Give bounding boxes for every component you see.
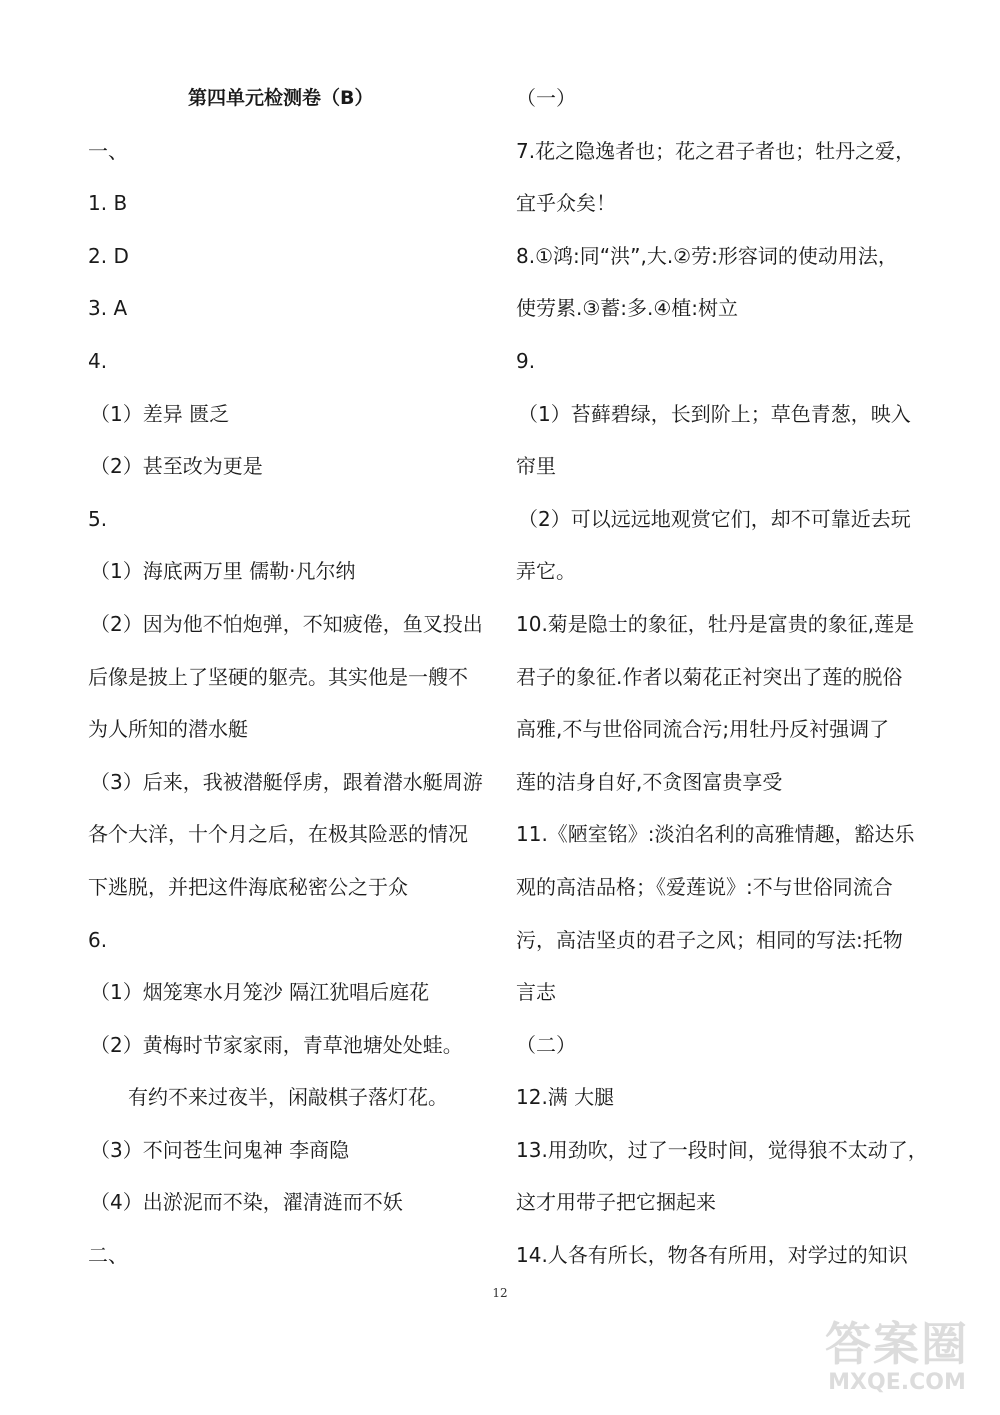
- question-number: 6.: [88, 927, 108, 952]
- answer-line: 宜乎众矣！: [516, 191, 616, 216]
- answer-line: （1）烟笼寒水月笼沙 隔江犹唱后庭花: [90, 980, 430, 1005]
- answer-line: 各个大洋，十个月之后，在极其险恶的情况: [88, 822, 468, 847]
- answer-line: 8.①鸿:同“洪”,大.②劳:形容词的使动用法，: [516, 243, 898, 268]
- answer-line: 有约不来过夜半，闲敲棋子落灯花。: [128, 1085, 448, 1110]
- test-title: 第四单元检测卷（B）: [188, 87, 374, 109]
- answer-line: （3）后来，我被潜艇俘虏，跟着潜水艇周游: [90, 769, 483, 794]
- answer-line: 14.人各有所长，物各有所用，对学过的知识: [516, 1243, 908, 1268]
- answer-line: 后像是披上了坚硬的躯壳。其实他是一艘不: [88, 664, 468, 689]
- answer-line: 莲的洁身自好,不贪图富贵享受: [516, 769, 783, 794]
- answer-line: 弄它。: [516, 559, 576, 584]
- answer-line: 君子的象征.作者以菊花正衬突出了莲的脱俗: [516, 664, 903, 689]
- answer-line: 言志: [516, 980, 556, 1005]
- answer-line: 7.花之隐逸者也；花之君子者也；牡丹之爱，: [516, 138, 916, 163]
- answer-line: 1. B: [88, 191, 128, 216]
- answer-line: （1）苔藓碧绿，长到阶上；草色青葱，映入: [518, 401, 911, 426]
- right-column: [516, 72, 928, 1282]
- answer-line: 12.满 大腿: [516, 1085, 615, 1110]
- question-number: 9.: [516, 348, 536, 373]
- answer-line: 使劳累.③蓄:多.④植:树立: [516, 296, 739, 321]
- answer-line: （2）可以远远地观赏它们，却不可靠近去玩: [518, 506, 911, 531]
- answer-line: 10.菊是隐士的象征，牡丹是富贵的象征,莲是: [516, 611, 915, 636]
- answer-line: （4）出淤泥而不染，濯清涟而不妖: [90, 1190, 403, 1215]
- section-heading: 一、: [88, 138, 128, 163]
- watermark-logo: [812, 1319, 982, 1409]
- question-number: 4.: [88, 348, 108, 373]
- answer-line: （2）甚至改为更是: [90, 454, 263, 479]
- answer-line: 这才用带子把它捆起来: [516, 1190, 716, 1215]
- answer-line: 11.《陋室铭》:淡泊名利的高雅情趣，豁达乐: [516, 822, 915, 847]
- answer-line: 高雅,不与世俗同流合污;用牡丹反衬强调了: [516, 717, 890, 742]
- answer-line: 2. D: [88, 243, 129, 268]
- answer-line: 3. A: [88, 296, 128, 321]
- answer-line: 为人所知的潜水艇: [88, 717, 248, 742]
- answer-line: （2）黄梅时节家家雨，青草池塘处处蛙。: [90, 1032, 463, 1057]
- answer-line: 13.用劲吹，过了一段时间，觉得狼不太动了，: [516, 1137, 928, 1162]
- answer-line: （1）差异 匮乏: [90, 401, 230, 426]
- answer-line: （3）不问苍生问鬼神 李商隐: [90, 1137, 350, 1162]
- answer-line: 下逃脱，并把这件海底秘密公之于众: [88, 874, 408, 899]
- watermark-text-cn: 答案圈: [825, 1317, 969, 1371]
- left-column: [88, 72, 488, 1282]
- answer-line: 污，高洁坚贞的君子之风；相同的写法:托物: [516, 927, 903, 952]
- section-heading: （一）: [516, 86, 576, 110]
- section-heading: 二、: [88, 1243, 128, 1268]
- section-heading: （二）: [516, 1032, 576, 1057]
- answer-line: 帘里: [516, 454, 556, 479]
- watermark-text-en: MXQE.COM: [828, 1370, 966, 1395]
- answer-line: （2）因为他不怕炮弹，不知疲倦，鱼叉投出: [90, 611, 483, 636]
- answer-line: 观的高洁品格；《爱莲说》:不与世俗同流合: [516, 874, 893, 899]
- question-number: 5.: [88, 506, 108, 531]
- page-number: 12: [492, 1286, 508, 1300]
- answer-line: （1）海底两万里 儒勒·凡尔纳: [90, 559, 356, 584]
